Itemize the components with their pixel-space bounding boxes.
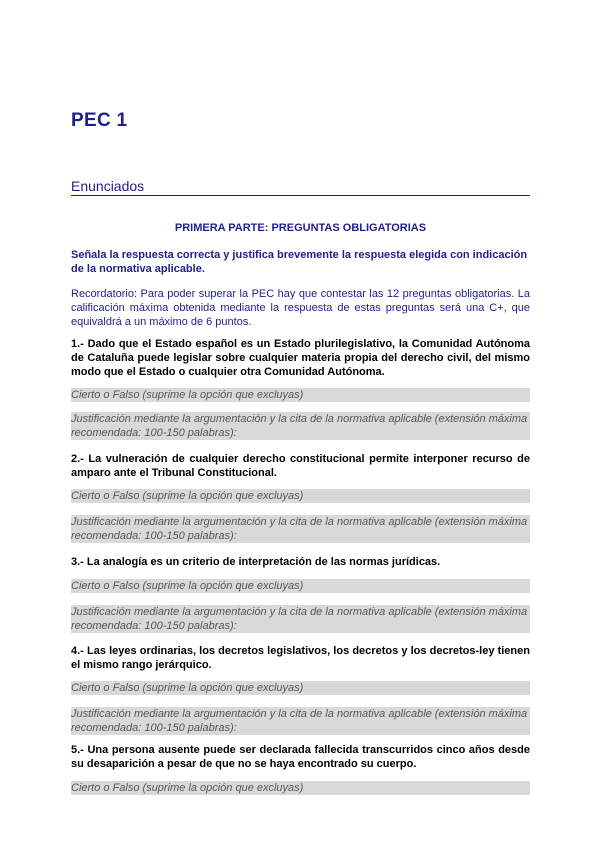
justification-field-3[interactable]: Justificación mediante la argumentación y la cita de la normativa aplicable (extensión máxima recomendada: 100-150 palabras): <box>71 605 530 633</box>
instruction-text: Señala la respuesta correcta y justifica brevemente la respuesta elegida con indicación de la normativa aplicable. <box>71 249 528 275</box>
answer-field-4[interactable]: Cierto o Falso (suprime la opción que excluyas) <box>71 681 530 695</box>
section-heading: Enunciados <box>71 178 530 196</box>
answer-field-2[interactable]: Cierto o Falso (suprime la opción que excluyas) <box>71 489 530 503</box>
justification-field-2[interactable]: Justificación mediante la argumentación y la cita de la normativa aplicable (extensión máxima recomendada: 100-150 palabras): <box>71 515 530 543</box>
question-1: 1.- Dado que el Estado español es un Estado plurilegislativo, la Comunidad Autónoma de Cataluña puede legislar sobre cualquier materia propia del derecho civil, del mismo modo que el Estado o cualquier otra Comunidad Autónoma. <box>71 338 530 378</box>
question-4: 4.- Las leyes ordinarias, los decretos legislativos, los decretos y los decretos-ley tienen el mismo rango jerárquico. <box>71 645 530 671</box>
justification-field-1[interactable]: Justificación mediante la argumentación y la cita de la normativa aplicable (extensión máxima recomendada: 100-150 palabras): <box>71 412 530 440</box>
question-3: 3.- La analogía es un criterio de interpretación de las normas jurídicas. <box>71 556 441 568</box>
answer-field-5[interactable]: Cierto o Falso (suprime la opción que excluyas) <box>71 781 530 795</box>
question-5: 5.- Una persona ausente puede ser declarada fallecida transcurridos cinco años desde su desaparición a pesar de que no se haya encontrado su cuerpo. <box>71 744 530 770</box>
page-title: PEC 1 <box>71 110 128 131</box>
reminder-text: Recordatorio: Para poder superar la PEC hay que contestar las 12 preguntas obligatorias. La calificación máxima obtenida mediante la respuesta de estas preguntas será una C+, que equivaldrá a un máximo de 6 puntos. <box>71 288 530 328</box>
part-title: PRIMERA PARTE: PREGUNTAS OBLIGATORIAS <box>174 222 427 234</box>
question-2: 2.- La vulneración de cualquier derecho constitucional permite interponer recurso de amparo ante el Tribunal Constitucional. <box>71 453 530 479</box>
justification-field-4[interactable]: Justificación mediante la argumentación y la cita de la normativa aplicable (extensión máxima recomendada: 100-150 palabras): <box>71 707 530 735</box>
answer-field-1[interactable]: Cierto o Falso (suprime la opción que excluyas) <box>71 388 530 402</box>
answer-field-3[interactable]: Cierto o Falso (suprime la opción que excluyas) <box>71 579 530 593</box>
